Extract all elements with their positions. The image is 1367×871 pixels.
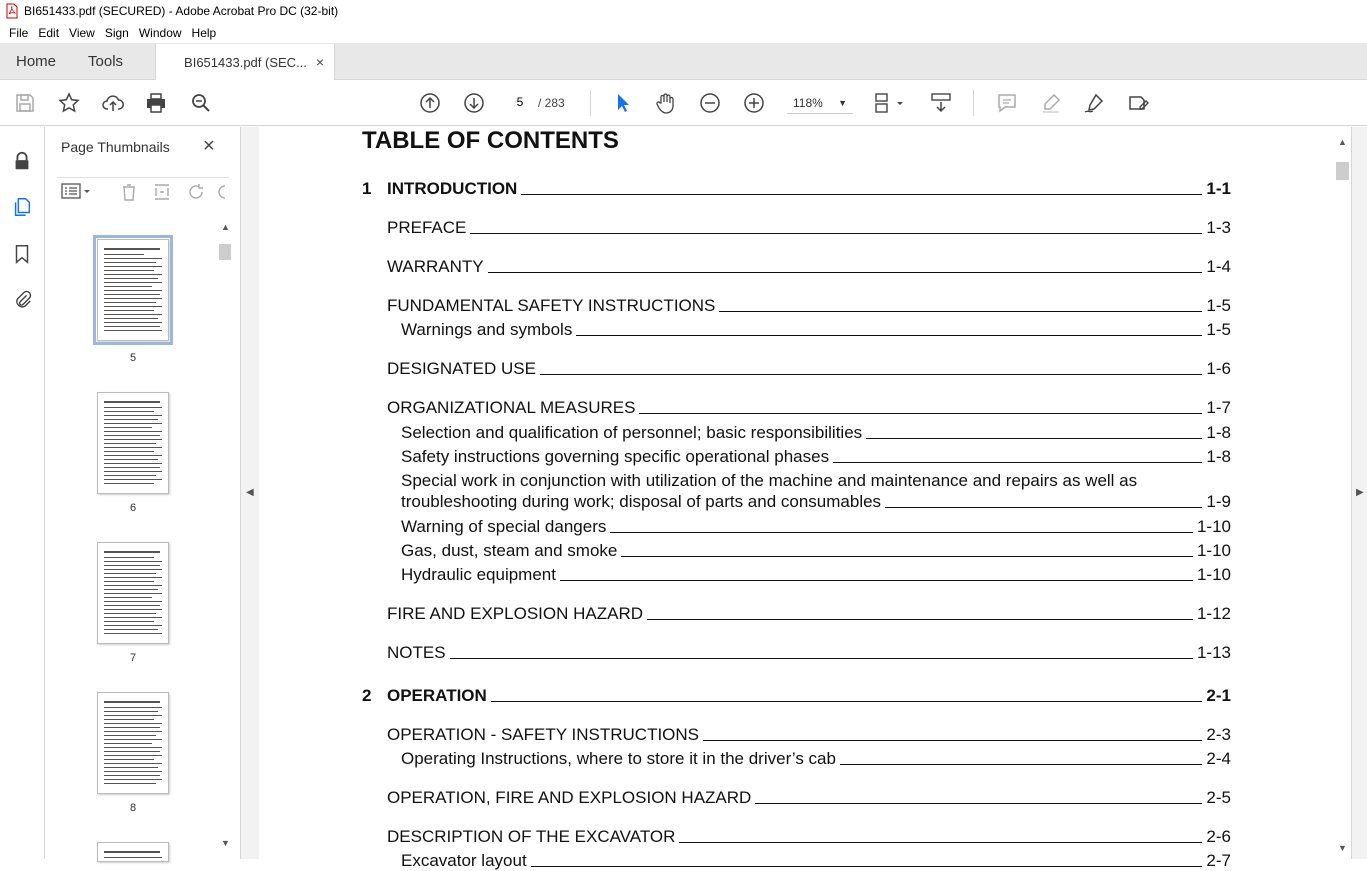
document-scroll-thumb[interactable] <box>1336 162 1349 180</box>
toc-leader-line <box>531 866 1203 867</box>
toc-page-number: 1-5 <box>1206 296 1231 315</box>
toc-entry-label: DESCRIPTION OF THE EXCAVATOR <box>387 827 676 846</box>
toc-page-number: 1-9 <box>1206 492 1231 511</box>
toc-page-number: 1-13 <box>1196 643 1231 662</box>
toc-entry[interactable] <box>387 604 1231 624</box>
toc-leader-line <box>450 658 1193 659</box>
fill-sign-icon[interactable] <box>1125 90 1151 116</box>
toc-page-number: 1-12 <box>1196 604 1231 623</box>
toc-leader-line <box>866 438 1202 439</box>
toc-entry-label: troubleshooting during work; disposal of parts and consumables <box>401 492 882 511</box>
save-icon[interactable] <box>12 90 38 116</box>
thumbnail-panel <box>45 127 241 859</box>
toc-page-number: 1-10 <box>1196 517 1231 536</box>
toc-entry[interactable] <box>387 643 1231 663</box>
thumbnail-page-9[interactable] <box>97 842 169 862</box>
toc-entry-label: OPERATION <box>387 686 487 705</box>
toc-page-number: 1-8 <box>1206 423 1231 442</box>
toc-entry[interactable] <box>401 447 1231 467</box>
extract-pages-icon[interactable] <box>152 182 172 205</box>
toc-entry-label: PREFACE <box>387 218 467 237</box>
toc-leader-line <box>755 803 1202 804</box>
panel-toolbar <box>57 177 229 205</box>
scroll-up-icon[interactable]: ▲ <box>1338 137 1347 147</box>
toc-entry-label: ORGANIZATIONAL MEASURES <box>387 398 636 417</box>
toc-page-number: 2-5 <box>1206 788 1231 807</box>
toc-entry-label: Operating Instructions, where to store it in the driver’s cab <box>401 749 836 768</box>
window-title: BI651433.pdf (SECURED) - Adobe Acrobat Pro DC (32-bit) <box>24 4 339 18</box>
toc-page-number: 1-6 <box>1206 359 1231 378</box>
toc-page-number: 1-1 <box>1206 179 1231 198</box>
menu-file[interactable]: File <box>9 25 29 40</box>
toc-leader-line <box>560 580 1193 581</box>
next-page-icon[interactable] <box>461 90 487 116</box>
toc-entry[interactable] <box>401 565 1231 585</box>
toc-entry-label: Warning of special dangers <box>401 517 607 536</box>
toc-entry-label: Excavator layout <box>401 851 527 870</box>
toc-page-number: 1-10 <box>1196 565 1231 584</box>
cloud-upload-icon[interactable] <box>100 90 126 116</box>
toc-page-number: 2-3 <box>1206 725 1231 744</box>
toc-entry-label: DESIGNATED USE <box>387 359 536 378</box>
scroll-down-icon[interactable]: ▼ <box>221 838 230 848</box>
toc-entry-label: OPERATION - SAFETY INSTRUCTIONS <box>387 725 700 744</box>
toc-leader-line <box>576 335 1202 336</box>
toc-entry[interactable] <box>401 492 1231 512</box>
toc-page-number: 1-5 <box>1206 320 1231 339</box>
scroll-down-icon[interactable]: ▼ <box>1338 843 1347 853</box>
document-scrollbar[interactable] <box>1334 127 1351 859</box>
toc-leader-line <box>491 701 1203 702</box>
page-display-icon[interactable] <box>872 90 908 116</box>
acrobat-pdf-icon <box>6 4 18 18</box>
toc-entry[interactable] <box>401 517 1231 537</box>
bookmark-icon[interactable] <box>10 242 34 266</box>
page-number-input[interactable] <box>506 91 534 113</box>
toc-entry-label: Safety instructions governing specific operational phases <box>401 447 830 466</box>
tab-tools[interactable]: Tools <box>88 52 124 70</box>
close-panel-icon[interactable]: × <box>203 135 215 157</box>
toc-section-number: 2 <box>362 686 372 705</box>
toc-entry-label: FUNDAMENTAL SAFETY INSTRUCTIONS <box>387 296 716 315</box>
scroll-mode-icon[interactable] <box>928 90 954 116</box>
toc-page-number: 2-7 <box>1206 851 1231 870</box>
star-icon[interactable] <box>56 90 82 116</box>
page-total: / 283 <box>538 96 565 110</box>
toc-entry[interactable] <box>387 257 1231 277</box>
delete-icon[interactable] <box>119 182 139 205</box>
toc-leader-line <box>621 556 1193 557</box>
toc-entry[interactable] <box>387 788 1231 808</box>
toc-entry[interactable] <box>387 296 1231 316</box>
toc-page-number: 1-3 <box>1206 218 1231 237</box>
toc-leader-line <box>840 764 1202 765</box>
thumbnail-page-8[interactable] <box>97 692 169 794</box>
thumbnail-options-icon[interactable] <box>61 182 93 205</box>
toc-leader-line <box>470 233 1202 234</box>
menu-window[interactable]: Window <box>138 25 182 40</box>
toc-leader-line <box>885 507 1202 508</box>
toolbar <box>0 80 1367 126</box>
thumbnail-label: 6 <box>129 502 137 514</box>
toc-entry-label: Selection and qualification of personnel; basic responsibilities <box>401 423 863 442</box>
menu-view[interactable]: View <box>69 25 95 40</box>
toc-entry-label: Warnings and symbols <box>401 320 573 339</box>
tab-document[interactable] <box>155 44 335 80</box>
toc-page-number: 2-6 <box>1206 827 1231 846</box>
zoom-value: 118% <box>793 95 823 110</box>
toc-entry-label: WARRANTY <box>387 257 484 276</box>
draw-icon[interactable] <box>1081 90 1107 116</box>
toc-leader-line <box>703 740 1202 741</box>
toc-entry-label: Special work in conjunction with utilization of the machine and maintenance and repairs as well as <box>401 471 1138 490</box>
page-thumbnails-icon[interactable] <box>10 195 34 219</box>
toc-page-number: 1-7 <box>1206 398 1231 417</box>
close-tab-icon[interactable]: × <box>315 54 325 70</box>
comment-icon[interactable] <box>994 90 1020 116</box>
toc-entry[interactable] <box>387 359 1231 379</box>
left-rail <box>0 127 45 859</box>
thumbnail-page-5[interactable] <box>97 239 169 341</box>
toc-entry[interactable] <box>401 851 1231 871</box>
previous-page-icon[interactable] <box>417 90 443 116</box>
select-cursor-icon[interactable] <box>609 90 635 116</box>
lock-icon[interactable] <box>10 149 34 173</box>
toc-entry[interactable] <box>387 218 1231 238</box>
toc-entry[interactable] <box>387 725 1231 745</box>
toc-page-number: 1-10 <box>1196 541 1231 560</box>
menu-bar <box>0 22 1367 43</box>
thumbnail-scrollbar[interactable] <box>218 220 232 855</box>
toc-entry[interactable] <box>401 320 1231 340</box>
menu-help[interactable]: Help <box>191 25 217 40</box>
toc-leader-line <box>540 374 1202 375</box>
rotate-clockwise-icon[interactable] <box>217 182 229 205</box>
title-bar <box>0 0 1367 22</box>
toc-entry[interactable] <box>387 827 1231 847</box>
toc-entry[interactable] <box>401 749 1231 769</box>
thumbnail-scroll-thumb[interactable] <box>219 244 231 260</box>
menu-sign[interactable]: Sign <box>104 25 129 40</box>
thumbnail-page-7[interactable] <box>97 542 169 644</box>
rotate-icon[interactable] <box>187 182 207 205</box>
scroll-up-icon[interactable]: ▲ <box>221 222 230 232</box>
zoom-in-icon[interactable] <box>741 90 767 116</box>
menu-edit[interactable]: Edit <box>38 25 60 40</box>
toc-entry[interactable] <box>362 686 1231 706</box>
toc-entry-label: Hydraulic equipment <box>401 565 556 584</box>
document-view[interactable] <box>259 127 1334 870</box>
thumbnail-page-6[interactable] <box>97 392 169 494</box>
panel-splitter[interactable] <box>241 127 259 859</box>
toc-leader-line <box>679 842 1202 843</box>
toc-leader-line <box>521 194 1202 195</box>
toc-leader-line <box>719 311 1202 312</box>
toc-leader-line <box>647 619 1193 620</box>
toc-page-number: 1-4 <box>1206 257 1231 276</box>
toc-entry-label: INTRODUCTION <box>387 179 518 198</box>
toc-page-number: 2-4 <box>1206 749 1231 768</box>
toc-entry[interactable] <box>401 471 1231 491</box>
toc-entry[interactable] <box>387 398 1231 418</box>
toc-leader-line <box>488 272 1203 273</box>
thumbnail-label: 7 <box>129 652 137 664</box>
tab-bar <box>0 43 1367 80</box>
collapse-left-icon[interactable]: ◀ <box>246 487 254 498</box>
tab-home[interactable]: Home <box>16 52 57 70</box>
highlight-icon[interactable] <box>1038 90 1064 116</box>
toc-entry[interactable] <box>401 541 1231 561</box>
toc-entry-label: NOTES <box>387 643 446 662</box>
attachment-icon[interactable] <box>10 287 34 311</box>
toc-page-number: 2-1 <box>1206 686 1231 705</box>
document-tab-label: BI651433.pdf (SEC... <box>184 54 307 70</box>
hand-tool-icon[interactable] <box>653 90 679 116</box>
expand-right-icon[interactable]: ▶ <box>1356 487 1364 498</box>
right-panel-toggle[interactable] <box>1351 127 1367 859</box>
zoom-select[interactable] <box>787 92 853 114</box>
panel-title: Page Thumbnails <box>61 139 170 155</box>
toc-entry-label: OPERATION, FIRE AND EXPLOSION HAZARD <box>387 788 752 807</box>
toc-page-number: 1-8 <box>1206 447 1231 466</box>
toc-leader-line <box>833 462 1202 463</box>
toc-entry-label: FIRE AND EXPLOSION HAZARD <box>387 604 643 623</box>
chevron-down-icon: ▼ <box>838 97 847 108</box>
thumbnail-label: 8 <box>129 802 137 814</box>
toc-entry-label: Gas, dust, steam and smoke <box>401 541 618 560</box>
toc-entry[interactable] <box>362 179 1231 199</box>
doc-title: TABLE OF CONTENTS <box>362 127 619 154</box>
toc-entry[interactable] <box>401 423 1231 443</box>
toc-leader-line <box>610 532 1193 533</box>
zoom-out-icon[interactable] <box>697 90 723 116</box>
thumbnail-label: 5 <box>129 352 137 364</box>
toc-section-number: 1 <box>362 179 372 198</box>
print-icon[interactable] <box>143 90 169 116</box>
toc-leader-line <box>639 413 1202 414</box>
search-icon[interactable] <box>188 90 214 116</box>
